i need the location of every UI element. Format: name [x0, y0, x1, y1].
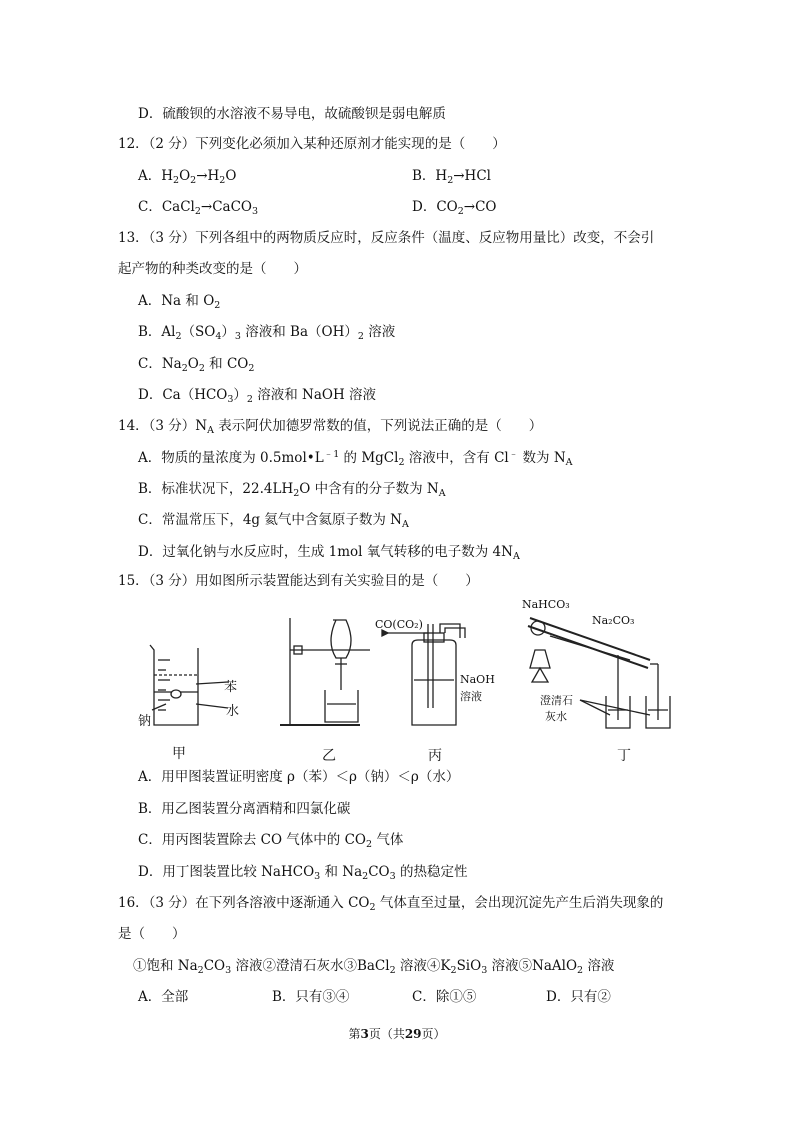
q14-option-b: B．标准状况下，$22.4LH_2O$ 中含有的分子数为 $N_A$: [138, 481, 446, 499]
q12-option-a: A．$H_2O_2\to H_2O$: [138, 168, 237, 186]
caption-bing: 丙: [428, 748, 442, 764]
yi-stand: [280, 618, 370, 725]
label-bing-solution: 溶液: [460, 690, 482, 703]
label-nahco3: NaHCO₃: [522, 598, 570, 611]
q12-option-c: C．CaCl$_2$→CaCO$_3$: [138, 199, 259, 217]
label-lime-1: 澄清石: [540, 694, 573, 707]
q16-stem-line1: 16．（3 分）在下列各溶液中逐渐通入 $CO_2$ 气体直至过量，会出现沉淀先产生后消失现象的: [118, 895, 664, 913]
q14-option-d: D．过氧化钠与水反应时，生成 1mol 氧气转移的电子数为 $4N_A$: [138, 544, 520, 562]
q14-stem: 14．（3 分）$N_A$ 表示阿伏加德罗常数的值，下列说法正确的是（ ）: [118, 418, 543, 436]
q13-option-c: C．$Na_2O_2$ 和 $CO_2$: [138, 356, 255, 374]
q15-option-a: A．用甲图装置证明密度 ρ（苯）＜ρ（钠）＜ρ（水）: [138, 769, 460, 785]
label-na2co3: Na₂CO₃: [592, 614, 635, 627]
q15-option-d: D．用丁图装置比较 NaHCO$_3$ 和 $Na_2CO_3$ 的热稳定性: [138, 864, 468, 882]
q14-option-a: A．物质的量浓度为 $0.5mol•L^{﹣1}$ 的 MgCl$_2$ 溶液中，含有 Cl﹣ 数为 $N_A$: [138, 449, 573, 468]
q16-option-b: B．只有③④: [272, 989, 350, 1005]
apparatus-figure: [130, 600, 690, 770]
label-bing-naoh: NaOH: [460, 673, 495, 686]
q13-option-a: A．Na 和 $O_2$: [138, 293, 221, 311]
q12-option-d: D．$CO_2\to CO$: [412, 199, 497, 217]
q16-option-a: A．全部: [138, 989, 189, 1005]
q15-stem: 15．（3 分）用如图所示装置能达到有关实验目的是（ ）: [118, 573, 479, 589]
q16-stem-line2: 是（ ）: [118, 926, 186, 942]
q13-option-d: D．$Ca(HCO_3)_2$ 溶液和 NaOH 溶液: [138, 387, 377, 405]
jia-beaker: [150, 645, 228, 725]
bing-bottle: [382, 624, 465, 725]
q12-stem: 12．（2 分）下列变化必须加入某种还原剂才能实现的是（ ）: [118, 136, 506, 152]
q11-option-d: D．硫酸钡的水溶液不易导电，故硫酸钡是弱电解质: [138, 106, 446, 122]
q13-stem-line2: 起产物的种类改变的是（ ）: [118, 261, 307, 277]
label-na: 钠: [138, 714, 152, 729]
page-footer: 第3页（共29页）: [348, 1027, 446, 1041]
label-ben: 苯: [224, 680, 238, 695]
caption-jia: 甲: [172, 746, 186, 762]
q14-option-c: C．常温常压下，4g 氦气中含氦原子数为 $N_A$: [138, 512, 409, 530]
caption-yi: 乙: [322, 748, 336, 764]
q15-option-c: C．用丙图装置除去 CO 气体中的 $CO_2$ 气体: [138, 832, 404, 850]
caption-ding: 丁: [617, 748, 631, 764]
label-bing-gas: CO(CO₂): [375, 618, 423, 631]
q15-option-b: B．用乙图装置分离酒精和四氯化碳: [138, 801, 351, 817]
q13-stem-line1: 13．（3 分）下列各组中的两物质反应时，反应条件（温度、反应物用量比）改变，不会引: [118, 230, 655, 246]
q16-items: ①饱和 $Na_2CO_3$ 溶液②澄清石灰水③BaCl$_2$ 溶液$④K_2SiO_3$ 溶液⑤NaAlO$_2$ 溶液: [133, 958, 615, 976]
label-shui: 水: [226, 704, 240, 719]
q16-option-d: D．只有②: [546, 989, 611, 1005]
q16-option-c: C．除①⑤: [412, 989, 477, 1005]
q12-option-b: B．$H_2\to HCl$: [412, 168, 491, 186]
label-lime-2: 灰水: [545, 710, 567, 723]
q13-option-b: B．$Al_2(SO_4)_3$ 溶液和 $Ba(OH)_2$ 溶液: [138, 324, 396, 342]
